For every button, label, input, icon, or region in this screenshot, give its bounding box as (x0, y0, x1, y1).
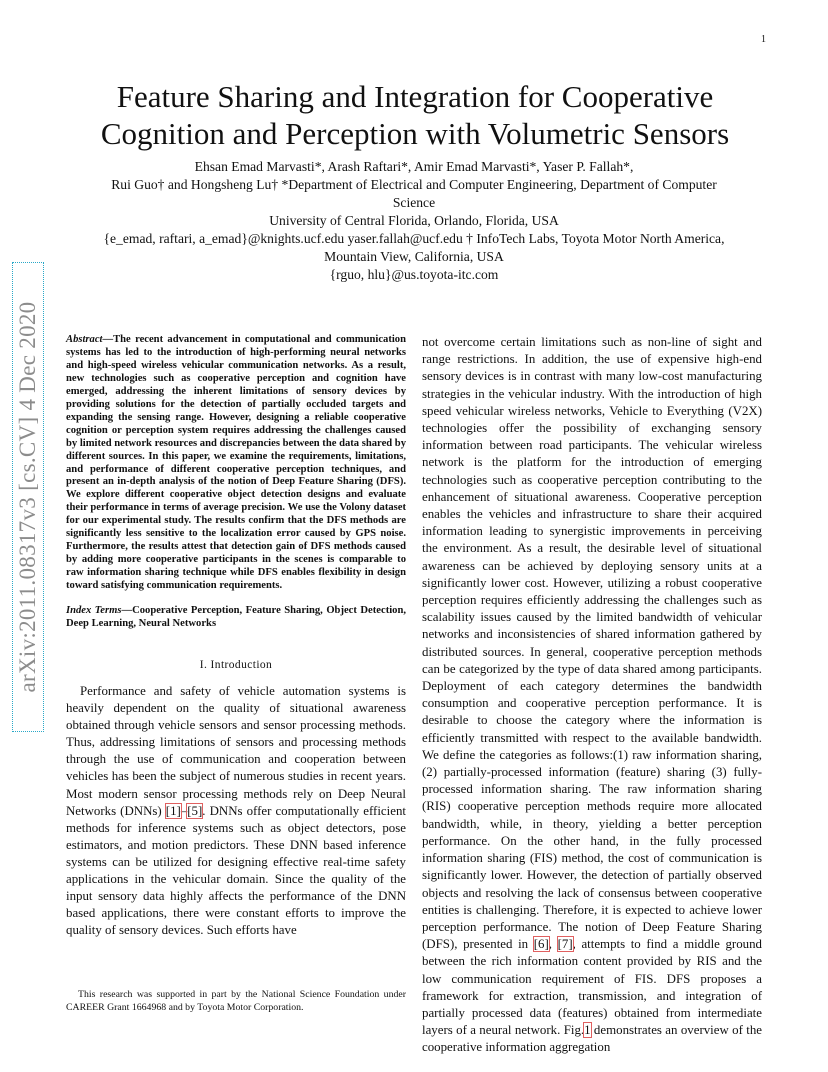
index-terms-label: Index Terms (66, 605, 122, 617)
author-line: {e_emad, raftari, a_emad}@knights.ucf.edu yaser.fallah@ucf.edu † InfoTech Labs, Toyota Motor North America, (103, 231, 725, 246)
arxiv-stamp (12, 262, 44, 732)
author-line: Mountain View, California, USA (324, 249, 504, 264)
abstract-text: —The recent advancement in computational and communication systems has led to the introduction of high-performing neural networks and high-speed wireless vehicular communication networks. As a result, new technologies such as cooperative perception and cognition have emerged, addressing the inherent limitations of sensory devices by providing solutions for the detection of partially occluded targets and expanding the sensing range. However, designing a reliable cooperative cognition or perception system requires addressing the challenges caused by limited network resources and discrepancies between the data shared by different sources. In this paper, we examine the requirements, limitations, and performance of different cooperative perception techniques, and present an in-depth analysis of the notion of Deep Feature Sharing (DFS). We explore different cooperative object detection designs and evaluate their performance in terms of average precision. We use the Volony dataset for our experimental study. The results confirm that the DFS methods are significantly less sensitive to the localization error caused by GPS noise. Furthermore, the results attest that detection gain of DFS methods caused by adding more cooperative participants in the scenes is comparable to raw information sharing technique while DFS enables flexibility in design toward satisfying communication requirements. (66, 334, 406, 592)
index-terms-text: —Cooperative Perception, Feature Sharing, Object Detection, Deep Learning, Neural Networks (66, 605, 406, 630)
figure-reference-link[interactable]: 1 (584, 1023, 591, 1038)
citation-link[interactable]: [5] (187, 803, 203, 818)
title-line-2: Cognition and Perception with Volumetric Sensors (100, 116, 730, 151)
abstract (66, 334, 406, 593)
right-text-2: , attempts to find a middle ground between the rich information content provided by RIS and the low communication requirement of FIS. DFS proposes a framework for extraction, transmission, and integration of partially processed data (features) obtained from intermediate layers of a neural network. Fig. (422, 937, 762, 1038)
intro-continued-paragraph (422, 334, 762, 1057)
intro-text-1: Performance and safety of vehicle automation systems is heavily dependent on the quality of situational awareness obtained through vehicle sensors and sensor processing methods. Thus, addressing limitations of sensors and processing methods through the use of communication and cooperation between vehicles has been the subject of numerous studies in recent years. Most modern sensor processing methods rely on Deep Neural Networks (DNNs) (66, 683, 406, 818)
paper-title (60, 78, 770, 152)
author-line: Ehsan Emad Marvasti*, Arash Raftari*, Amir Emad Marvasti*, Yaser P. Fallah*, (194, 159, 634, 174)
author-line: University of Central Florida, Orlando, Florida, USA (269, 213, 559, 228)
page-number: 1 (761, 34, 766, 45)
author-line: {rguo, hlu}@us.toyota-itc.com (329, 267, 499, 282)
author-line: Science (392, 195, 436, 210)
author-line: Rui Guo† and Hongsheng Lu† *Department of Electrical and Computer Engineering, Department of Computer (111, 177, 717, 192)
right-text-3: demonstrates an overview of the cooperative information aggregation (422, 1023, 762, 1055)
citation-link[interactable]: [6] (533, 937, 549, 952)
right-text-1: not overcome certain limitations such as non-line of sight and range restrictions. In addition, the use of expensive high-end sensory devices is in contrast with many low-cost manufacturing strategies in the vehicular industry. With the introduction of high speed vehicular wireless networks, Vehicle to Everything (V2X) technologies offer the possibility of exchanging sensory information between road participants. The vehicular wireless network is the platform for the introduction of emerging technologies such as cooperative perception contributing to the enhancement of situational awareness. Cooperative perception enables the vehicles and infrastructure to share their acquired information leading to synergistic improvements in perceiving the environment. As a result, the desirable level of situational awareness can be achieved by deploying sensory units at a significantly lower cost. However, utilizing a robust cooperative perception requires efficiently addressing the challenges such as scalability issues caused by the limited bandwidth of vehicular networks and inconsistencies of shared information gathered by distributed sources. In general, cooperative perception methods can be categorized by the type of data shared among participants. Deployment of each category determines the bandwidth consumption and cooperative perception performance. It is desirable to choose the category where the information is efficiently transmitted with respect to the available bandwidth. We define the categories as follows:(1) raw information sharing, (2) partially-processed information (feature) sharing (3) fully-processed information sharing. The raw information sharing (RIS) cooperative perception methods require more allocated bandwidth, while, in theory, yielding a better perception performance. On the other hand, in the fully processed information sharing (FIS) method, the cost of communication is significantly lower. However, the detection of partially observed objects and resolving the lack of consensus between cooperative entities is challenging. Therefore, it is expected to achieve lower perception performance. The notion of Deep Feature Sharing (DFS), presented in (422, 335, 762, 952)
citation-link[interactable]: [7] (557, 937, 573, 952)
citation-dash: – (180, 803, 188, 818)
intro-paragraph (66, 683, 406, 939)
index-terms (66, 605, 406, 631)
title-line-1: Feature Sharing and Integration for Cooperative (116, 79, 714, 114)
arxiv-stamp-text: arXiv:2011.08317v3 [cs.CV] 4 Dec 2020 (15, 301, 40, 693)
citation-separator: , (548, 937, 558, 952)
citation-link[interactable]: [1] (165, 803, 181, 818)
left-column (66, 334, 406, 939)
footnote: This research was supported in part by the National Science Foundation under CAREER Grant 1664968 and by Toyota Motor Corporation. (66, 989, 406, 1013)
right-column (422, 334, 762, 1057)
author-block (62, 158, 766, 284)
intro-text-2: . DNNs offer computationally efficient methods for inference systems such as object detectors, pose estimators, and motion predictors. These DNN based inference systems can be utilized for designing effective real-time safety applications in the vehicular domain. Since the quality of the input sensory data highly affects the performance of the DNN based applications, there were constant efforts to improve the quality of sensory devices. Such efforts have (66, 803, 406, 938)
abstract-label: Abstract (66, 334, 103, 345)
section-heading-introduction: I. Introduction (199, 658, 273, 671)
